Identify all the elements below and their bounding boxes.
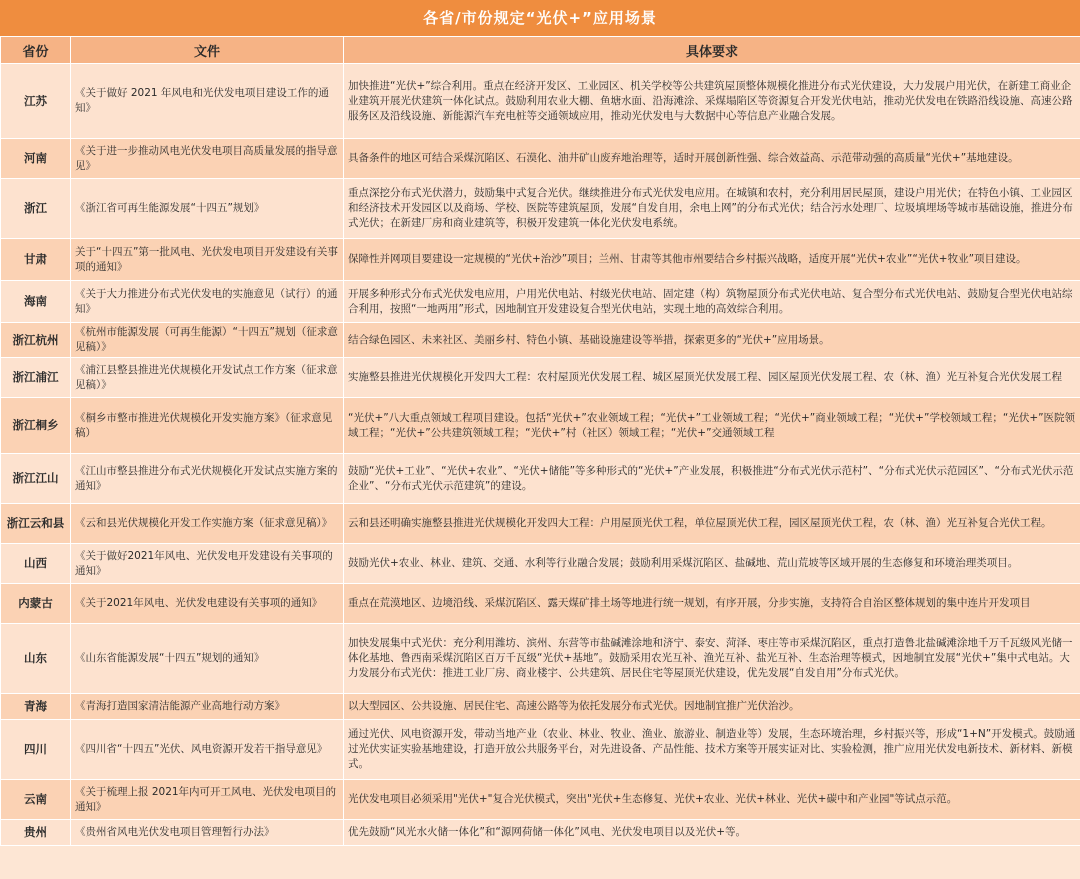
table-row — [1, 780, 1080, 820]
requirement-cell: 结合绿色园区、未来社区、美丽乡村、特色小镇、基础设施建设等举措，探索更多的“光伏+”应用场景。 — [344, 323, 1080, 358]
table-row — [1, 179, 1080, 239]
table-row — [1, 504, 1080, 544]
requirement-cell: 重点在荒漠地区、边境沿线、采煤沉陷区、露天煤矿排土场等地进行统一规划，有序开展，分步实施，支持符合自治区整体规划的集中连片开发项目 — [344, 584, 1080, 624]
document-cell: 《江山市整县推进分布式光伏规模化开发试点实施方案的通知》 — [71, 454, 344, 504]
header-requirement: 具体要求 — [344, 37, 1080, 64]
table-row — [1, 358, 1080, 398]
province-cell: 浙江浦江 — [1, 358, 71, 398]
document-cell: 《关于进一步推动风电光伏发电项目高质量发展的指导意见》 — [71, 139, 344, 179]
document-cell: 《山东省能源发展“十四五”规划的通知》 — [71, 624, 344, 694]
document-cell: 《浦江县整县推进光伏规模化开发试点工作方案（征求意见稿）》 — [71, 358, 344, 398]
document-cell: 《浙江省可再生能源发展“十四五”规划》 — [71, 179, 344, 239]
document-cell: 关于“十四五”第一批风电、光伏发电项目开发建设有关事项的通知》 — [71, 239, 344, 281]
table-row — [1, 694, 1080, 720]
province-cell: 云南 — [1, 780, 71, 820]
table-row — [1, 544, 1080, 584]
requirement-cell: 云和县还明确实施整县推进光伏规模化开发四大工程：户用屋顶光伏工程，单位屋顶光伏工程，园区屋顶光伏工程，农（林、渔）光互补复合光伏工程。 — [344, 504, 1080, 544]
province-cell: 内蒙古 — [1, 584, 71, 624]
document-cell: 《贵州省风电光伏发电项目管理暂行办法》 — [71, 820, 344, 846]
requirement-cell: 加快推进“光伏+”综合利用。重点在经济开发区、工业园区、机关学校等公共建筑屋顶整体规模化推进分布式光伏建设，大力发展户用光伏，在新建工商业企业建筑开展光伏建筑一体化试点。鼓励利用农业大棚、鱼塘水面、沿海滩涂、采煤塌陷区等资源复合开发光伏电站，推动光伏发电在铁路沿线设施、高速公路服务区及沿线设施、新能源汽车充电桩等交通领域应用，推动光伏发电与大数据中心等信息产业融合发展。 — [344, 64, 1080, 139]
table-row — [1, 624, 1080, 694]
requirement-cell: 优先鼓励“风光水火储一体化”和“源网荷储一体化”风电、光伏发电项目以及光伏+等。 — [344, 820, 1080, 846]
province-cell: 河南 — [1, 139, 71, 179]
document-cell: 《杭州市能源发展（可再生能源）“十四五”规划（征求意见稿）》 — [71, 323, 344, 358]
requirement-cell: 具备条件的地区可结合采煤沉陷区、石漠化、油井矿山废弃地治理等，适时开展创新性强、综合效益高、示范带动强的高质量“光伏+”基地建设。 — [344, 139, 1080, 179]
requirement-cell: 光伏发电项目必须采用"光伏+"复合光伏模式，突出"光伏+生态修复、光伏+农业、光伏+林业、光伏+碳中和产业园"等试点示范。 — [344, 780, 1080, 820]
document-cell: 《青海打造国家清洁能源产业高地行动方案》 — [71, 694, 344, 720]
table-row — [1, 720, 1080, 780]
province-cell: 江苏 — [1, 64, 71, 139]
province-cell: 浙江杭州 — [1, 323, 71, 358]
table-row — [1, 398, 1080, 454]
requirement-cell: 加快发展集中式光伏：充分利用潍坊、滨州、东营等市盐碱滩涂地和济宁、泰安、菏泽、枣庄等市采煤沉陷区，重点打造鲁北盐碱滩涂地千万千瓦级风光储一体化基地、鲁西南采煤沉陷区百万千瓦级“光伏+基地”。鼓励采用农光互补、渔光互补、盐光互补、生态治理等模式，因地制宜发展“光伏+”集中式电站。大力发展分布式光伏：推进工业厂房、商业楼宇、公共建筑、居民住宅等屋顶光伏建设，优先发展“自发自用”分布式光伏。 — [344, 624, 1080, 694]
table-row — [1, 239, 1080, 281]
requirement-cell: 通过光伏、风电资源开发，带动当地产业（农业、林业、牧业、渔业、旅游业、制造业等）发展，生态环境治理，乡村振兴等，形成“1+N”开发模式。鼓励通过光伏实证实验基地建设，打造开放公共服务平台，对先进设备、产品性能、技术方案等开展实证对比、实验检测，推广应用光伏发电新技术、新材料、新模式。 — [344, 720, 1080, 780]
requirement-cell: 实施整县推进光伏规模化开发四大工程：农村屋顶光伏发展工程、城区屋顶光伏发展工程、园区屋顶光伏发展工程、农（林、渔）光互补复合光伏发展工程 — [344, 358, 1080, 398]
province-cell: 贵州 — [1, 820, 71, 846]
requirement-cell: “光伏+”八大重点领域工程项目建设。包括“光伏+”农业领域工程；“光伏+”工业领域工程；“光伏+”商业领域工程；“光伏+”学校领域工程；“光伏+”医院领域工程；“光伏+”公共建筑领域工程；“光伏+”村（社区）领域工程；“光伏+”交通领域工程 — [344, 398, 1080, 454]
policy-table — [0, 36, 1080, 846]
table-row — [1, 454, 1080, 504]
table-row — [1, 64, 1080, 139]
province-cell: 浙江 — [1, 179, 71, 239]
province-cell: 浙江江山 — [1, 454, 71, 504]
table-row — [1, 584, 1080, 624]
requirement-cell: 鼓励光伏+农业、林业、建筑、交通、水利等行业融合发展；鼓励利用采煤沉陷区、盐碱地、荒山荒坡等区域开展的生态修复和环境治理类项目。 — [344, 544, 1080, 584]
header-row — [1, 37, 1080, 64]
requirement-cell: 鼓励“光伏+工业”、“光伏+农业”、“光伏+储能”等多种形式的“光伏+”产业发展，积极推进“分布式光伏示范村”、“分布式光伏示范园区”、“分布式光伏示范企业”、“分布式光伏示范建筑”的建设。 — [344, 454, 1080, 504]
document-cell: 《桐乡市整市推进光伏规模化开发实施方案》（征求意见稿） — [71, 398, 344, 454]
table-row — [1, 820, 1080, 846]
requirement-cell: 开展多种形式分布式光伏发电应用，户用光伏电站、村级光伏电站、固定建（构）筑物屋顶分布式光伏电站、复合型分布式光伏电站、鼓励复合型光伏电站综合利用，按照“一地两用”形式，因地制宜开发建设复合型光伏电站，实现土地的高效综合利用。 — [344, 281, 1080, 323]
document-cell: 《关于做好 2021 年风电和光伏发电项目建设工作的通知》 — [71, 64, 344, 139]
province-cell: 海南 — [1, 281, 71, 323]
province-cell: 浙江桐乡 — [1, 398, 71, 454]
document-cell: 《关于做好2021年风电、光伏发电开发建设有关事项的通知》 — [71, 544, 344, 584]
header-document: 文件 — [71, 37, 344, 64]
table-row — [1, 323, 1080, 358]
province-cell: 山东 — [1, 624, 71, 694]
document-cell: 《关于大力推进分布式光伏发电的实施意见（试行）的通知》 — [71, 281, 344, 323]
requirement-cell: 保障性并网项目要建设一定规模的“光伏+治沙”项目；兰州、甘肃等其他市州要结合乡村振兴战略，适度开展“光伏+农业”“光伏+牧业”项目建设。 — [344, 239, 1080, 281]
province-cell: 甘肃 — [1, 239, 71, 281]
table-title: 各省/市份规定“光伏+”应用场景 — [0, 0, 1080, 36]
requirement-cell: 以大型园区、公共设施、居民住宅、高速公路等为依托发展分布式光伏。因地制宜推广光伏治沙。 — [344, 694, 1080, 720]
document-cell: 《四川省“十四五”光伏、风电资源开发若干指导意见》 — [71, 720, 344, 780]
province-cell: 青海 — [1, 694, 71, 720]
header-province: 省份 — [1, 37, 71, 64]
table-row — [1, 139, 1080, 179]
document-cell: 《云和县光伏规模化开发工作实施方案（征求意见稿）》 — [71, 504, 344, 544]
requirement-cell: 重点深挖分布式光伏潜力，鼓励集中式复合光伏。继续推进分布式光伏发电应用。在城镇和农村，充分利用居民屋顶，建设户用光伏；在特色小镇、工业园区和经济技术开发园区以及商场、学校、医院等建筑屋顶，发展“自发自用，余电上网”的分布式光伏；结合污水处理厂、垃圾填埋场等城市基础设施，推进分布式光伏；在新建厂房和商业建筑等，积极开发建筑一体化光伏发电系统。 — [344, 179, 1080, 239]
province-cell: 山西 — [1, 544, 71, 584]
table-row — [1, 281, 1080, 323]
document-cell: 《关于2021年风电、光伏发电建设有关事项的通知》 — [71, 584, 344, 624]
province-cell: 四川 — [1, 720, 71, 780]
province-cell: 浙江云和县 — [1, 504, 71, 544]
document-cell: 《关于梳理上报 2021年内可开工风电、光伏发电项目的通知》 — [71, 780, 344, 820]
